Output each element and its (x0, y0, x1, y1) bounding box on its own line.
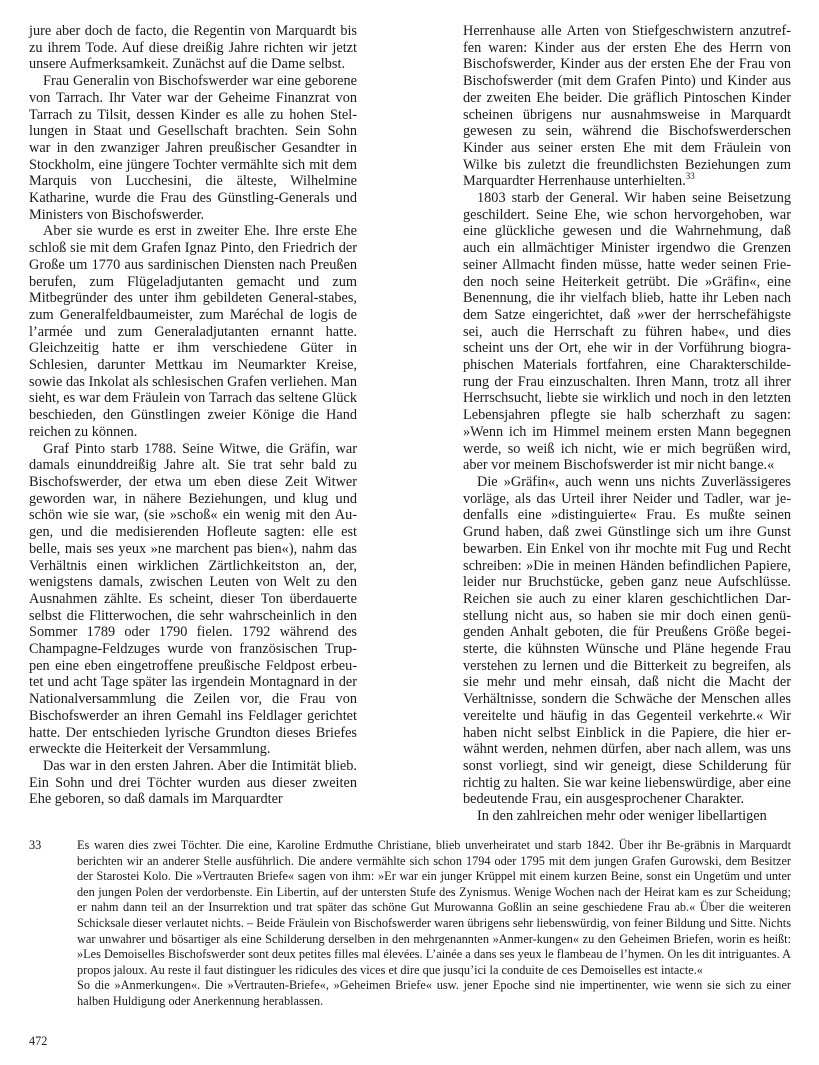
paragraph-text: Frau Generalin von Bischofswerder war eine geborene von Tarrach. Ihr Vater war der Geheime Finanzrat von Tarrach zu Tilsit, dessen Kinder es alle zu hohen Stel-lungen in Staat und Gesellschaft brachten. Sein Sohn war in den zwanziger Jahren preußischer Gesandter in Stockholm, eine jüngere Tochter vermählte sich mit dem Marquis von Lucchesini, die älteste, Wilhelmine Katharine, wurde die Frau des Günstling-Generals und Ministers von Bischofswerder. (29, 73, 357, 223)
paragraph-text: Die »Gräfin«, auch wenn uns nichts Zuverlässigeres vorläge, als das Urteil ihrer Neider und Tadler, war je-denfalls eine »distinguierte« Frau. Es mußte seinen Grund haben, daß zwei Günstlinge sich um ihre Gunst bewarben. Ein Enkel von ihr mochte mit Fug und Recht schreiben: »Die in meinen Händen befindlichen Papiere, leider nur Bruchstücke, geben ganz neue Aufschlüsse. Reichen sie auch zu einer klaren geschichtlichen Dar-stellung nicht aus, so haben sie mir doch einen genü-genden Anhalt geboten, die für Preußens Größe begei-sterte, die kühnsten Wünsche und Pläne hegende Frau verstehen zu lernen und die Bitterkeit zu begreifen, als sie mehr und mehr einsah, daß nicht die Macht der Verhältnisse, sondern die Schwäche der Menschen alles vereitelte und häufig in das Gegenteil verkehrte.« Wir haben nicht selbst Einblick in die Papiere, die hier er-wähnt werden, nehmen dürfen, aber nach allem, was uns sonst vorliegt, sind wir geneigt, diese Schilderung für richtig zu halten. Sie war keine liebenswürdige, aber eine bedeutende Frau, ein ausgesprochener Charakter. (463, 473, 791, 808)
paragraph-text: 1803 starb der General. Wir haben seine Beisetzung geschildert. Seine Ehe, wie schon hervorgehoben, war eine glückliche gewesen und die Wahrnehmung, daß auch ein allmächtiger Minister irgendwo die Grenzen seiner Allmacht finden müsse, hatte weder seinen Frie-den noch seine Heiterkeit getrübt. Die »Gräfin«, eine Benennung, die ihr vielfach blieb, hatte ihr Leben nach dem Satze eingerichtet, daß »wer der herrschefähigste sei, auch die Herrschaft zu führen habe«, und dies scheint uns der Ort, ehe wir in der Vorführung biogra-phischen Materials fortfahren, eine Charakterschilde-rung der Frau einzuschalten. Ihren Mann, trotz all ihrer Herrschsucht, liebte sie wirklich und noch in den letzten Lebensjahren pflegte sie halb scherzhaft zu sagen: »Wenn ich im Himmel meinem ersten Mann begegnen werde, so weiß ich nicht, wie er mich begrüßen wird, aber vor meinem Bischofswerder ist mir nicht bange.« (463, 190, 791, 474)
paragraph-text: jure aber doch de facto, die Regentin von Marquardt bis zu ihrem Tode. Auf diese dreißig Jahre richten wir jetzt unsere Aufmerksamkeit. Zunächst auf die Dame selbst. (29, 23, 357, 73)
main-text (29, 23, 791, 825)
paragraph (29, 73, 357, 223)
paragraph (29, 758, 357, 808)
footnote-area (29, 838, 791, 1010)
paragraph (463, 190, 791, 474)
footnote-paragraph: Es waren dies zwei Töchter. Die eine, Karoline Erdmuthe Christiane, blieb unverheiratet und starb 1842. Über ihr Be-gräbnis in Marquardt berichten wir an anderer Stelle ausführlich. Die andere vermählte sich schon 1794 oder 1795 mit dem jungen Grafen Gurowski, dem Besitzer der Starostei Kolo. Die »Vertrauten Briefe« sagen von ihm: »Er war ein junger Krüppel mit einem kurzen Beine, sonst ein Ungetüm und unter den jungen Polen der verdorbenste. Ein Libertin, auf der untersten Stufe des Zynismus. Wenige Wochen nach der Heirat kam es zur Scheidung; er nahm dann teil an der Insurrektion und trat später das schöne Gut Murowanna Goßlin an seine geschiedene Frau ab.« Über die weiteren Schicksale dieser verlautet nichts. – Beide Fräulein von Bischofswerder waren übrigens sehr liebenswürdig, von feiner Bildung und Sitte. Nichts war unwahrer und bösartiger als eine Schilderung derselben in den mehrgenannten »Anmer-kungen« zu den Geheimen Briefen, worin es heißt: »Les Demoiselles Bischofswerder sont deux petites filles mal élevées. L’ainée a dans ses yeux le flambeau de l’hymen. On les dit intriguantes. A propos jaloux. Au reste il faut distinguer les ridicules des vices et dire que jusqu’ici la conduite de ces Demoiselles est intacte.« (77, 838, 791, 977)
paragraph (29, 223, 357, 440)
paragraph (463, 23, 791, 190)
page-number: 472 (29, 1034, 48, 1048)
paragraph-text: Graf Pinto starb 1788. Seine Witwe, die Gräfin, war damals einunddreißig Jahre alt. Sie trat sehr bald zu Bischofswerder, der etwa um eben diese Zeit Witwer geworden war, in nähere Beziehungen, und klug und schön wie sie war, (sie »schoß« ein wenig mit den Au-gen, und die medisierenden Hofleute sagten: elle est belle, mais ses yeux »ne marchent pas bien«), nahm das Verhältnis einen wirklichen Zärtlichkeitston an, der, wenigstens damals, zwischen Leuten von Welt zu den Ausnahmen zählte. Es scheint, dieser Ton überdauerte selbst die Flitterwochen, die sehr wahrscheinlich in den Sommer 1789 oder 1790 fielen. 1792 während des Champagne-Feldzuges wurde von französischen Trup-pen eine eben eingetroffene preußische Feldpost erbeu-tet und acht Tage später las irgendein Montagnard in der Nationalversammlung die Zeilen vor, die Frau von Bischofswerder an ihren Gemahl ins Feldlager gerichtet hatte. Der entschieden lyrische Grundton dieses Briefes erweckte die Heiterkeit der Versammlung. (29, 440, 357, 758)
footnote-reference[interactable]: 33 (685, 171, 695, 182)
right-column (463, 23, 791, 825)
footnote-paragraph: So die »Anmerkungen«. Die »Vertrauten-Briefe«, »Geheimen Briefe« usw. jener Epoche sind nie impertinenter, wie wenn sie sich zu einer halben Huldigung oder Anerkennung herablassen. (77, 978, 791, 1008)
paragraph-text: Aber sie wurde es erst in zweiter Ehe. Ihre erste Ehe schloß sie mit dem Grafen Ignaz Pinto, den Friedrich der Große um 1770 aus sardinischen Diensten nach Preußen berufen, zum Flügeladjutanten gemacht und zum Mitbegründer des unter ihm gebildeten General-stabes, zum Generalfeldbaumeister, zum Maréchal de logis de l’armée und zum Generaladjutanten ernannt hatte. Gleichzeitig hatte er ihm verschiedene Güter in Schlesien, darunter Mettkau im Neumarkter Kreise, sowie das Inkolat als schlesischen Grafen verliehen. Man sieht, es war dem Fräulein von Tarrach das seltene Glück beschieden, den Günstlingen zweier Könige die Hand reichen zu können. (29, 223, 357, 440)
footnote-33 (29, 838, 791, 1010)
paragraph (29, 23, 357, 73)
paragraph (29, 441, 357, 758)
paragraph-text: Herrenhause alle Arten von Stiefgeschwistern anzutref-fen waren: Kinder aus der ersten Ehe des Herrn von Bischofswerder, Kinder aus der ersten Ehe der Frau von Bischofswerder (mit dem Grafen Pinto) und Kinder aus der zweiten Ehe beider. Die gräflich Pintoschen Kinder scheinen übrigens nur ausnahmsweise in Marquardt gewesen zu sein, während die Bischofswerderschen Kinder aus seiner ersten Ehe mit dem Fräulein von Wilke bis zuletzt die freundlichsten Beziehungen zum Marquardter Herrenhause unterhielten. (463, 23, 791, 190)
footnote-body (77, 838, 791, 1010)
footnote-number: 33 (29, 838, 42, 852)
paragraph (463, 808, 791, 825)
paragraph-text: Das war in den ersten Jahren. Aber die Intimität blieb. Ein Sohn und drei Töchter wurden aus dieser zweiten Ehe geboren, so daß damals im Marquardter (29, 757, 357, 808)
left-column (29, 23, 357, 815)
paragraph (463, 474, 791, 808)
paragraph-text: In den zahlreichen mehr oder weniger libellartigen (477, 808, 767, 825)
